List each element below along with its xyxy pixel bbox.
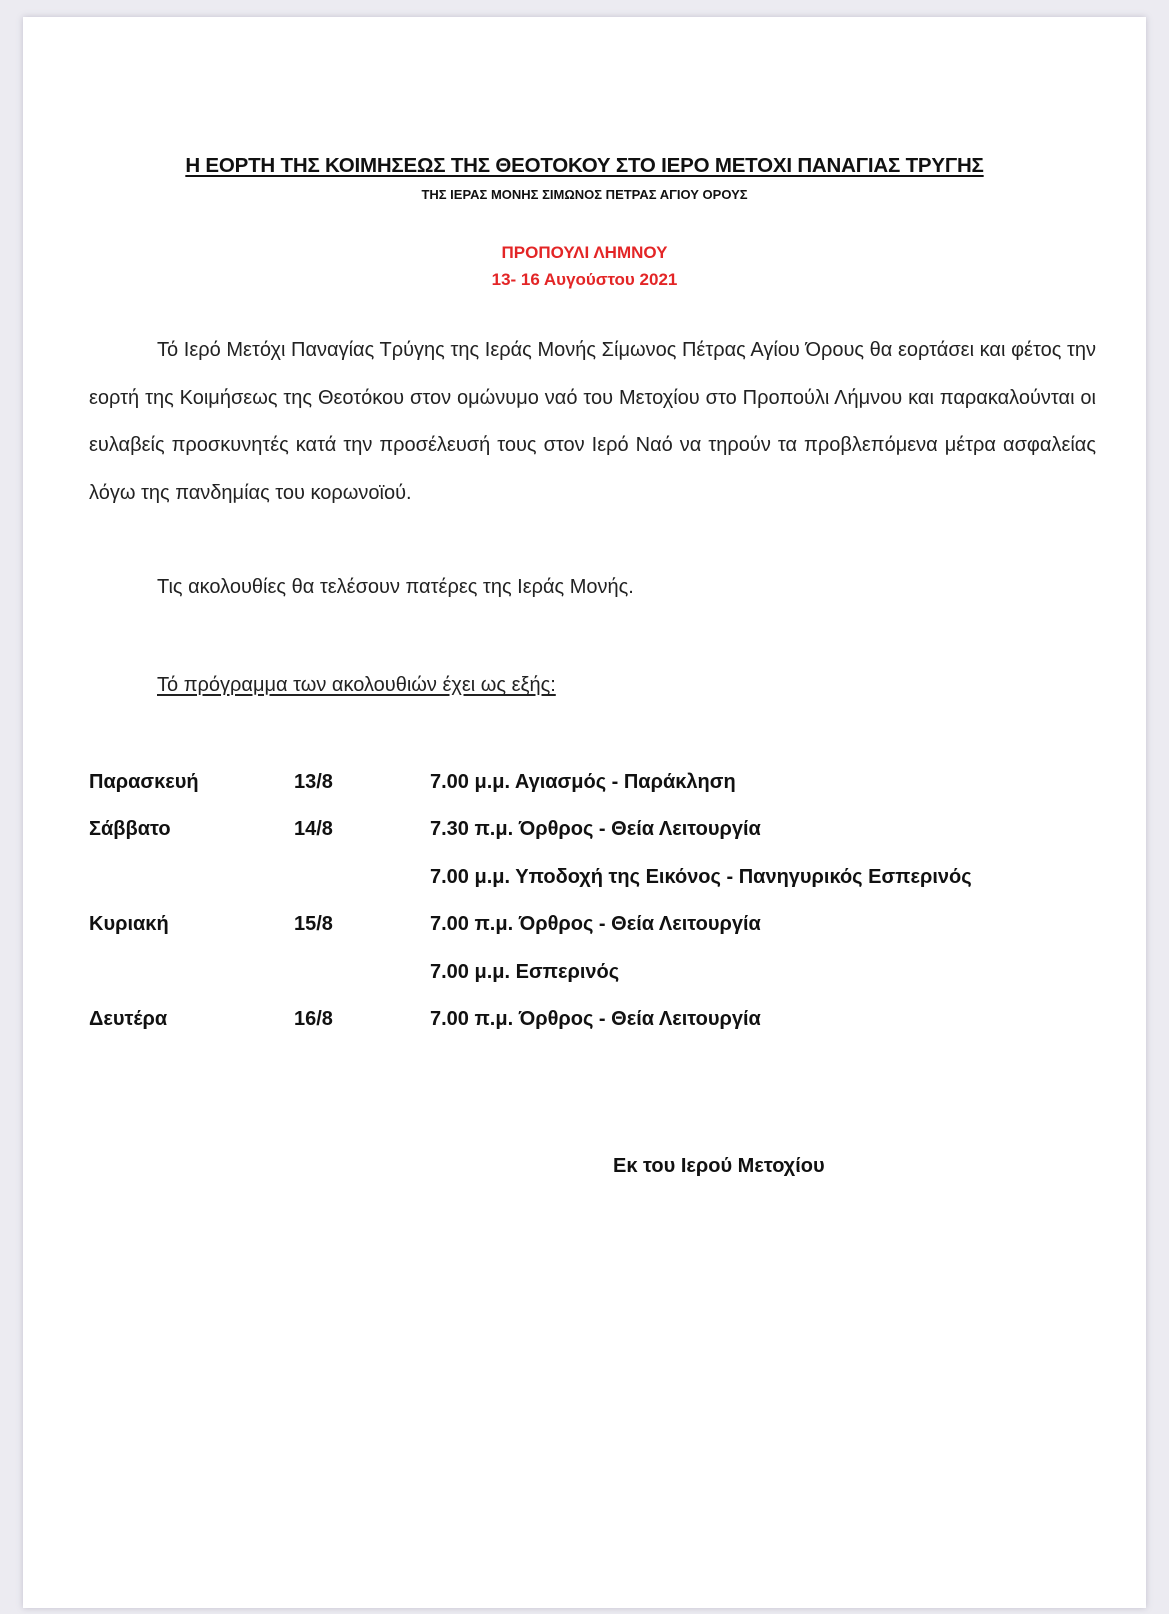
schedule-date: 14/8 bbox=[294, 818, 333, 840]
schedule-date: 16/8 bbox=[294, 1008, 333, 1030]
schedule-heading: Τό πρόγραμμα των ακολουθιών έχει ως εξής: bbox=[157, 674, 556, 696]
schedule-service: 7.00 μ.μ. Υποδοχή της Εικόνος - Πανηγυρικός Εσπερινός bbox=[430, 866, 972, 888]
schedule-day: Δευτέρα bbox=[89, 1008, 168, 1030]
schedule-service: 7.00 π.μ. Όρθρος - Θεία Λειτουργία bbox=[430, 1008, 761, 1030]
location-heading: ΠΡΟΠΟΥΛΙ ΛΗΜΝΟΥ bbox=[501, 243, 668, 262]
schedule-service: 7.00 μ.μ. Αγιασμός - Παράκληση bbox=[430, 771, 736, 793]
schedule-day: Παρασκευή bbox=[89, 771, 199, 793]
schedule-service: 7.00 π.μ. Όρθρος - Θεία Λειτουργία bbox=[430, 913, 761, 935]
schedule-day: Κυριακή bbox=[89, 913, 169, 935]
schedule-date: 13/8 bbox=[294, 771, 333, 793]
officiants-paragraph: Τις ακολουθίες θα τελέσουν πατέρες της Ιεράς Μονής. bbox=[157, 576, 634, 598]
document-title: Η ΕΟΡΤΗ ΤΗΣ ΚΟΙΜΗΣΕΩΣ ΤΗΣ ΘΕΟΤΟΚΟΥ ΣΤΟ ΙΕΡΟ ΜΕΤΟΧΙ ΠΑΝΑΓΙΑΣ ΤΡΥΓΗΣ bbox=[185, 154, 984, 177]
intro-paragraph: Τό Ιερό Μετόχι Παναγίας Τρύγης της Ιεράς Μονής Σίμωνος Πέτρας Αγίου Όρους θα εορτάσει και φέτος την εορτή της Κοιμήσεως της Θεοτόκου στον ομώνυμο ναό του Μετοχίου στο Προπούλι Λήμνου και παρακαλούνται οι ευλαβείς προσκυνητές κατά την προσέλευσή τους στον Ιερό Ναό να τηρούν τα προβλεπόμενα μέτρα ασφαλείας λόγω της πανδημίας του κορωνοϊού. bbox=[89, 339, 1096, 504]
schedule-day: Σάββατο bbox=[89, 818, 171, 840]
schedule-service: 7.00 μ.μ. Εσπερινός bbox=[430, 961, 620, 983]
signature: Εκ του Ιερού Μετοχίου bbox=[613, 1155, 825, 1177]
document-subtitle: ΤΗΣ ΙΕΡΑΣ ΜΟΝΗΣ ΣΙΜΩΝΟΣ ΠΕΤΡΑΣ ΑΓΙΟΥ ΟΡΟΥΣ bbox=[421, 187, 748, 202]
dates-heading: 13- 16 Αυγούστου 2021 bbox=[491, 270, 678, 289]
schedule-date: 15/8 bbox=[294, 913, 333, 935]
schedule-service: 7.30 π.μ. Όρθρος - Θεία Λειτουργία bbox=[430, 818, 761, 840]
